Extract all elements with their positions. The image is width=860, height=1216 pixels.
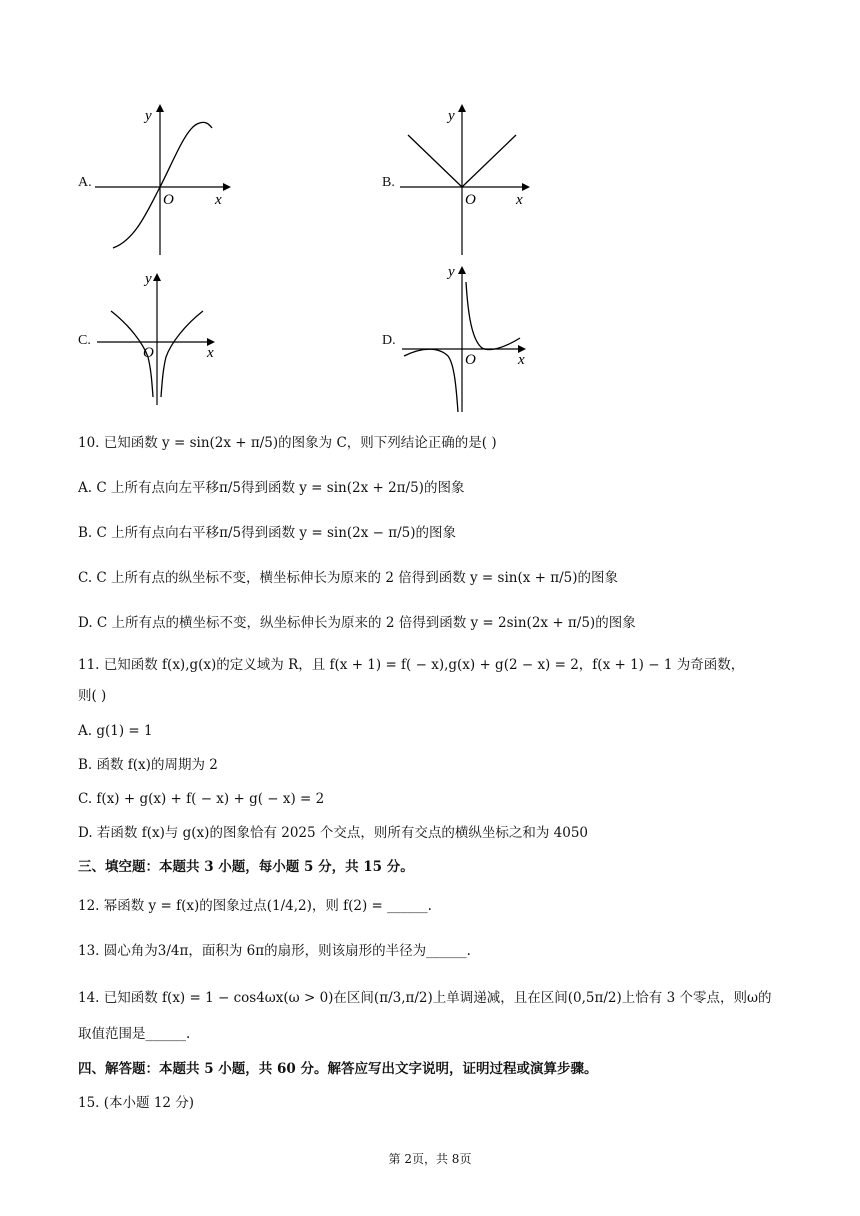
question-12: 12. 幂函数 y = f(x)的图象过点(1/4,2)，则 f(2) = ______. xyxy=(78,898,432,914)
question-11-option-c: C. f(x) + g(x) + f( − x) + g( − x) = 2 xyxy=(78,791,325,807)
question-10-option-c: C. C 上所有点的纵坐标不变，横坐标伸长为原来的 2 倍得到函数 y = sin(x + π/5)的图象 xyxy=(78,570,619,586)
graph-c-origin: O xyxy=(143,345,154,361)
question-10-stem: 10. 已知函数 y = sin(2x + π/5)的图象为 C，则下列结论正确的是( ) xyxy=(78,435,497,451)
graph-d-x-label: x xyxy=(518,352,525,368)
question-11-stem: 11. 已知函数 f(x),g(x)的定义域为 R，且 f(x + 1) = f( − x),g(x) + g(2 − x) = 2，f(x + 1) − 1 为奇函数， xyxy=(78,657,745,673)
graph-a-x-label: x xyxy=(215,192,222,208)
question-11-stem-cont: 则( ) xyxy=(78,688,107,704)
question-11-option-a: A. g(1) = 1 xyxy=(78,723,153,739)
question-10-option-a: A. C 上所有点向左平移π/5得到函数 y = sin(2x + 2π/5)的图象 xyxy=(78,480,465,496)
question-10-option-d: D. C 上所有点的横坐标不变，纵坐标伸长为原来的 2 倍得到函数 y = 2sin(2x + π/5)的图象 xyxy=(78,615,636,631)
question-15: 15. (本小题 12 分) xyxy=(78,1095,195,1111)
graph-b xyxy=(400,100,540,260)
section-4-heading: 四、解答题：本题共 5 小题，共 60 分。解答应写出文字说明，证明过程或演算步骤。 xyxy=(78,1061,598,1077)
graph-b-label: B. xyxy=(382,175,395,190)
graph-c-label: C. xyxy=(78,333,91,348)
graph-d xyxy=(400,260,540,418)
graph-b-y-label: y xyxy=(448,108,455,124)
graph-c-y-label: y xyxy=(145,271,152,287)
section-3-heading: 三、填空题：本题共 3 小题，每小题 5 分，共 15 分。 xyxy=(78,859,414,875)
question-11-option-d: D. 若函数 f(x)与 g(x)的图象恰有 2025 个交点，则所有交点的横纵坐标之和为 4050 xyxy=(78,825,589,841)
graph-a-origin: O xyxy=(163,192,174,208)
graph-a-y-label: y xyxy=(145,108,152,124)
question-14: 14. 已知函数 f(x) = 1 − cos4ωx(ω > 0)在区间(π/3,π/2)上单调递减，且在区间(0,5π/2)上恰有 3 个零点，则ω的 xyxy=(78,990,772,1006)
graph-a xyxy=(95,100,235,260)
question-14-cont: 取值范围是______. xyxy=(78,1026,191,1042)
question-10-option-b: B. C 上所有点向右平移π/5得到函数 y = sin(2x − π/5)的图象 xyxy=(78,525,457,541)
page-footer: 第 2页，共 8页 xyxy=(388,1152,472,1166)
graph-a-label: A. xyxy=(78,175,92,190)
graph-b-origin: O xyxy=(465,192,476,208)
graph-d-label: D. xyxy=(382,333,396,348)
question-11-option-b: B. 函数 f(x)的周期为 2 xyxy=(78,757,218,773)
graph-b-x-label: x xyxy=(516,192,523,208)
graph-c xyxy=(95,265,235,410)
graph-d-origin: O xyxy=(465,352,476,368)
graph-c-x-label: x xyxy=(207,345,214,361)
question-13: 13. 圆心角为3/4π，面积为 6π的扇形，则该扇形的半径为______. xyxy=(78,943,471,959)
graph-d-y-label: y xyxy=(448,264,455,280)
